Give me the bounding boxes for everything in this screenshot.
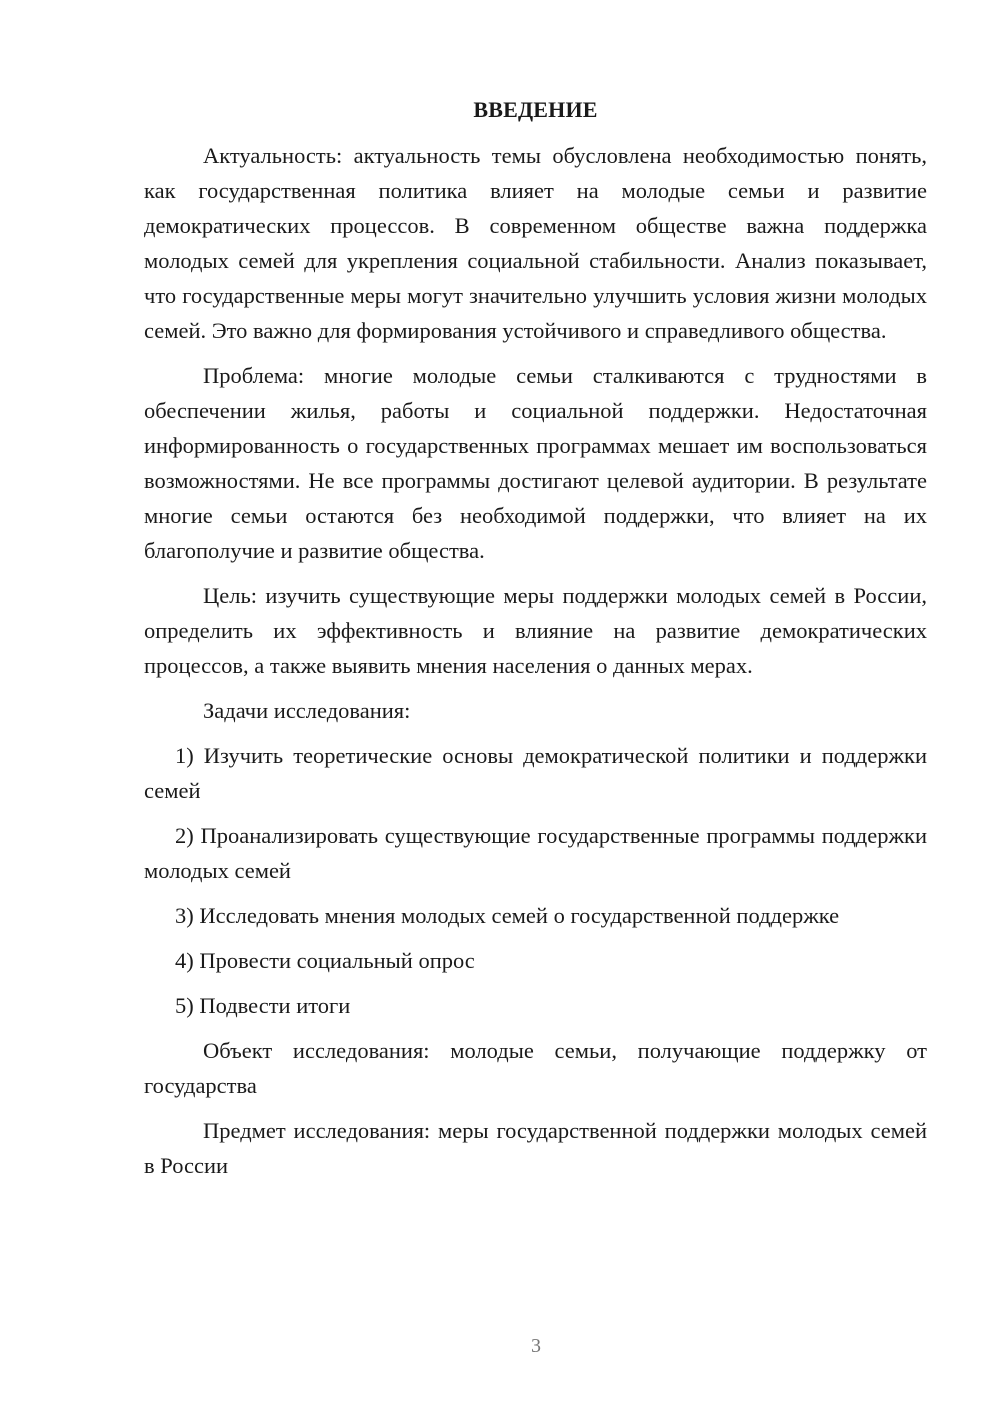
object-paragraph: Объект исследования: молодые семьи, получающие поддержку от государства [144, 1038, 927, 1098]
problem-paragraph: Проблема: многие молодые семьи сталкиваются с трудностями в обеспечении жилья, работы и социальной поддержки. Недостаточная информированность о государственных программах мешает им воспользоваться возможностями. Не все программы достигают целевой аудитории. В результате многие семьи остаются без необходимой поддержки, что влияет на их благополучие и развитие общества. [144, 363, 927, 563]
tasks-intro: Задачи исследования: [203, 698, 411, 723]
page-body [144, 95, 927, 1193]
section-heading: ВВЕДЕНИЕ [473, 97, 598, 122]
subject-paragraph: Предмет исследования: меры государственной поддержки молодых семей в России [144, 1118, 927, 1178]
tasks-list [144, 738, 927, 1023]
task-item-3: 3) Исследовать мнения молодых семей о государственной поддержке [175, 903, 840, 928]
goal-paragraph: Цель: изучить существующие меры поддержки молодых семей в России, определить их эффективность и влияние на развитие демократических процессов, а также выявить мнения населения о данных мерах. [144, 583, 927, 678]
task-item-5: 5) Подвести итоги [175, 993, 351, 1018]
task-item-1: 1) Изучить теоретические основы демократической политики и поддержки семей [144, 743, 927, 803]
relevance-paragraph: Актуальность: актуальность темы обусловлена необходимостью понять, как государственная политика влияет на молодые семьи и развитие демократических процессов. В современном обществе важна поддержка молодых семей для укрепления социальной стабильности. Анализ показывает, что государственные меры могут значительно улучшить условия жизни молодых семей. Это важно для формирования устойчивого и справедливого общества. [144, 143, 927, 343]
page-number: 3 [531, 1335, 541, 1357]
task-item-2: 2) Проанализировать существующие государственные программы поддержки молодых семей [144, 823, 927, 883]
task-item-4: 4) Провести социальный опрос [175, 948, 475, 973]
